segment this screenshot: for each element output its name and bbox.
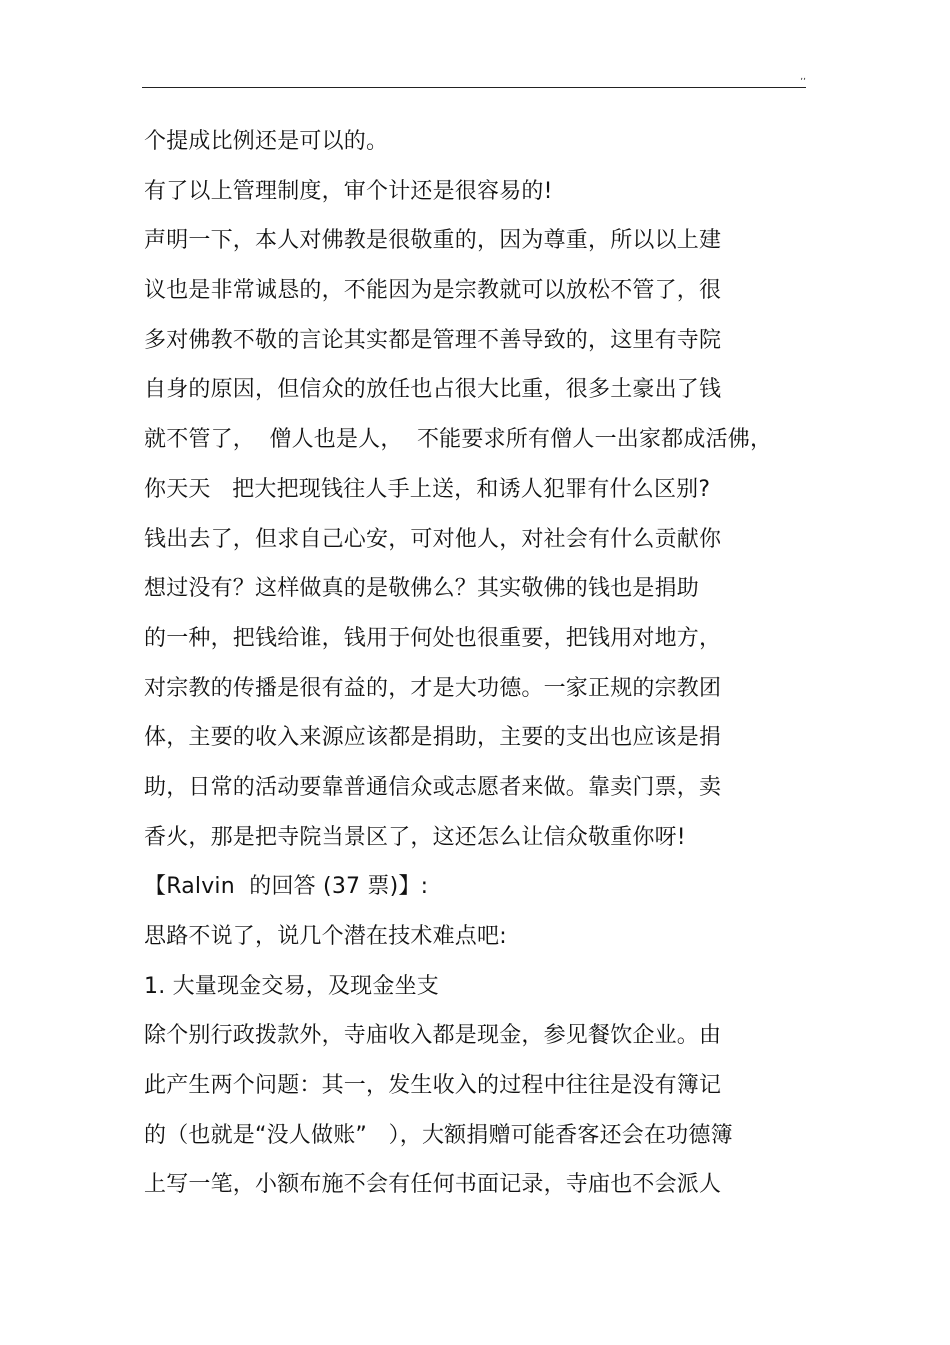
text-line: 的（也就是“没人做账” ），大额捐赠可能香客还会在功德簿 bbox=[144, 1122, 733, 1148]
text-line: 你天天 把大把现钱往人手上送，和诱人犯罪有什么区别? bbox=[144, 476, 711, 502]
text-line: 有了以上管理制度，审个计还是很容易的! bbox=[144, 178, 553, 204]
text-line: 对宗教的传播是很有益的，才是大功德。一家正规的宗教团 bbox=[144, 675, 722, 701]
text-line: 此产生两个问题：其一，发生收入的过程中往往是没有簿记 bbox=[144, 1073, 722, 1099]
text-line: 多对佛教不敬的言论其实都是管理不善导致的，这里有寺院 bbox=[144, 327, 722, 353]
text-line: 思路不说了，说几个潜在技术难点吧: bbox=[144, 924, 507, 949]
text-line: 除个别行政拨款外，寺庙收入都是现金，参见餐饮企业。由 bbox=[144, 1023, 722, 1049]
page-header bbox=[142, 70, 806, 90]
header-rule bbox=[142, 87, 806, 88]
numbered-heading: 1. 大量现金交易，及现金坐支 bbox=[144, 973, 439, 999]
text-line: 议也是非常诚恳的，不能因为是宗教就可以放松不管了，很 bbox=[144, 278, 722, 304]
text-line: 香火，那是把寺院当景区了，这还怎么让信众敬重你呀! bbox=[144, 824, 686, 850]
text-line: 个提成比例还是可以的。 bbox=[144, 129, 389, 154]
answer-heading: 【Ralvin 的回答 (37 票)】: bbox=[144, 874, 429, 900]
text-line: 上写一笔，小额布施不会有任何书面记录，寺庙也不会派人 bbox=[144, 1172, 722, 1198]
text-line: 的一种，把钱给谁，钱用于何处也很重要，把钱用对地方， bbox=[144, 625, 722, 651]
header-mark: ,, bbox=[800, 72, 806, 82]
text-line: 钱出去了，但求自己心安，可对他人，对社会有什么贡献你 bbox=[144, 526, 722, 552]
document-body bbox=[144, 124, 844, 1217]
text-line: 声明一下，本人对佛教是很敬重的，因为尊重，所以以上建 bbox=[144, 228, 722, 254]
text-line: 助，日常的活动要靠普通信众或志愿者来做。靠卖门票，卖 bbox=[144, 774, 722, 800]
text-line: 自身的原因，但信众的放任也占很大比重，很多土豪出了钱 bbox=[144, 377, 722, 403]
text-line: 体，主要的收入来源应该都是捐助，主要的支出也应该是捐 bbox=[144, 725, 722, 751]
text-line: 想过没有？这样做真的是敬佛么？其实敬佛的钱也是捐助 bbox=[144, 576, 700, 602]
text-line: 就不管了， 僧人也是人， 不能要求所有僧人一出家都成活佛， bbox=[144, 427, 773, 453]
